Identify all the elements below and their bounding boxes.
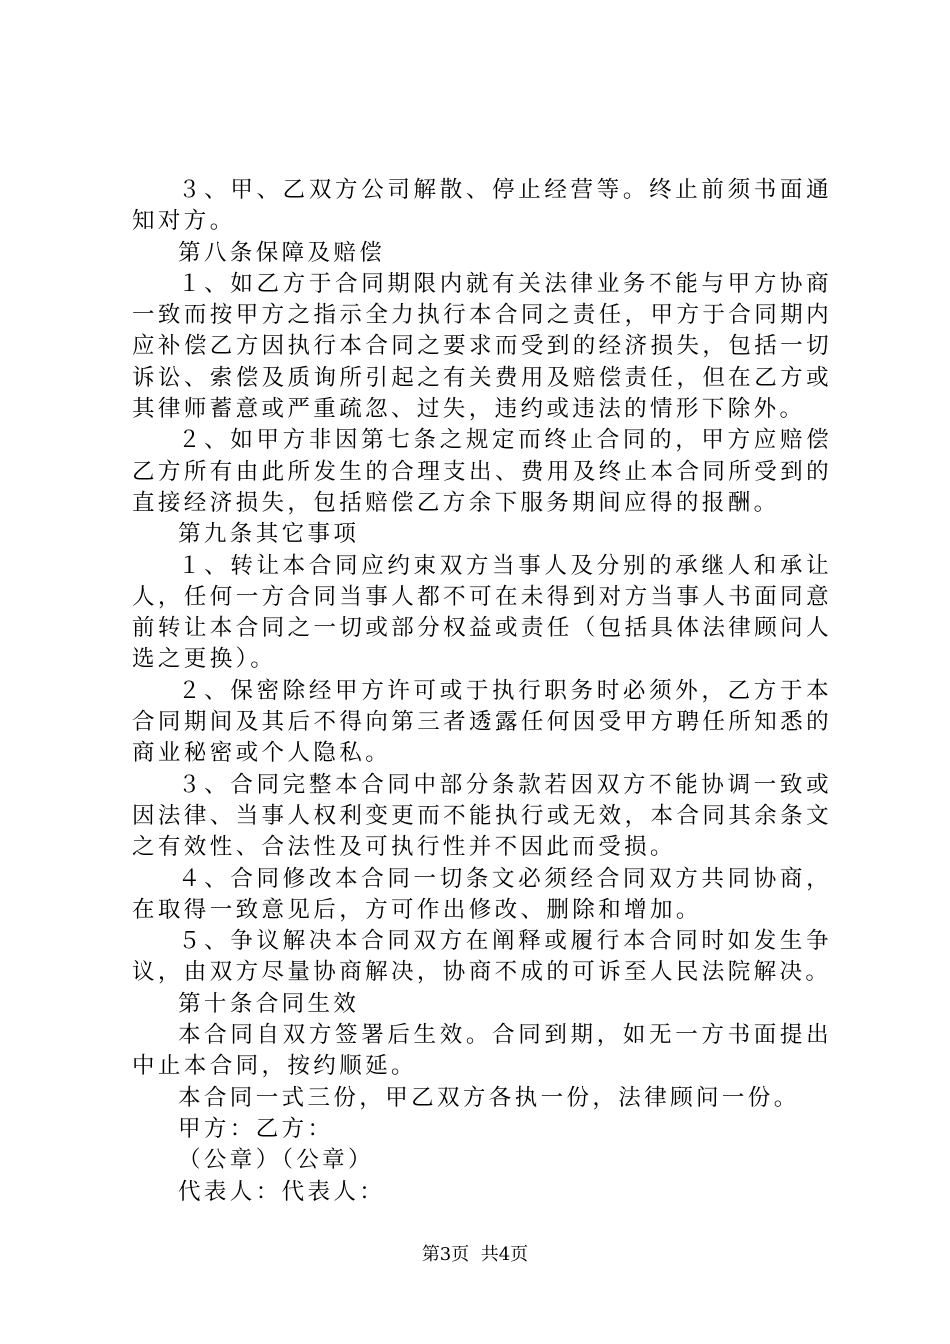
article-8-clause-2: ２、如甲方非因第七条之规定而终止合同的，甲方应赔偿乙方所有由此所发生的合理支出、费用及终止本合同所受到的直接经济损失，包括赔偿乙方余下服务期间应得的报酬。: [132, 427, 832, 516]
article-8-heading: 第八条保障及赔偿: [178, 239, 386, 266]
page-footer: [0, 1243, 950, 1267]
article-9-clause-5: ５、争议解决本合同双方在阐释或履行本合同时如发生争议，由双方尽量协商解决，协商不成的可诉至人民法院解决。: [132, 928, 832, 986]
article-10-heading: 第十条合同生效: [178, 990, 360, 1017]
party-signature-line: 甲方：乙方：: [178, 1115, 334, 1142]
article-9-clause-2: ２、保密除经甲方许可或于执行职务时必须外，乙方于本合同期间及其后不得向第三者透露任何因受甲方聘任所知悉的商业秘密或个人隐私。: [132, 677, 832, 767]
article-9-clause-1: １、转让本合同应约束双方当事人及分别的承继人和承让人，任何一方合同当事人都不可在未得到对方当事人书面同意前转让本合同之一切或部分权益或责任（包括具体法律顾问人选之更换）。: [132, 552, 832, 673]
article-10-effective-clause: 本合同自双方签署后生效。合同到期，如无一方书面提出中止本合同，按约顺延。: [132, 1022, 832, 1080]
clause-termination-3: ３、甲、乙双方公司解散、停止经营等。终止前须书面通知对方。: [132, 177, 832, 235]
page-number-label: 第3页 共4页: [421, 1244, 529, 1265]
article-9-heading: 第九条其它事项: [178, 521, 360, 548]
article-8-clause-1: １、如乙方于合同期限内就有关法律业务不能与甲方协商一致而按甲方之指示全力执行本合同之责任，甲方于合同期内应补偿乙方因执行本合同之要求而受到的经济损失，包括一切诉讼、索偿及质询所引起之有关费用及赔偿责任，但在乙方或其律师蓄意或严重疏忽、过失，违约或违法的情形下除外。: [132, 270, 832, 423]
copies-clause: 本合同一式三份，甲乙双方各执一份，法律顾问一份。: [178, 1084, 800, 1111]
representative-line: 代表人：代表人：: [178, 1178, 386, 1205]
article-9-clause-4: ４、合同修改本合同一切条文必须经合同双方共同协商，在取得一致意见后，方可作出修改、删除和增加。: [132, 865, 832, 923]
article-9-clause-3: ３、合同完整本合同中部分条款若因双方不能协调一致或因法律、当事人权利变更而不能执行或无效，本合同其余条文之有效性、合法性及可执行性并不因此而受损。: [132, 771, 832, 861]
document-body: [132, 175, 832, 1208]
seal-line: （公章）（公章）: [178, 1147, 374, 1174]
